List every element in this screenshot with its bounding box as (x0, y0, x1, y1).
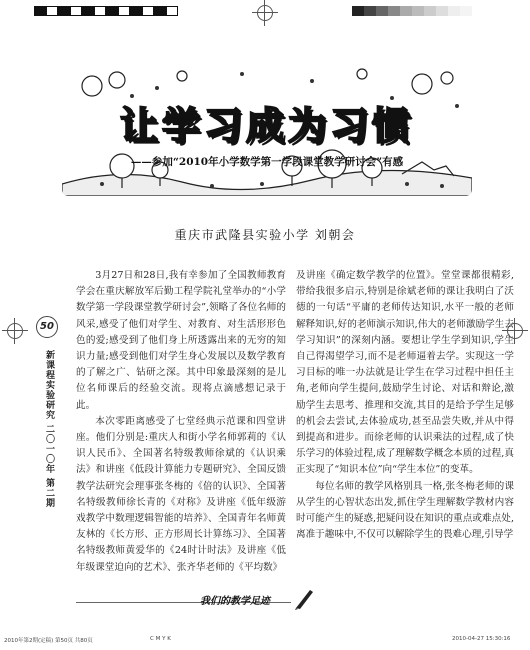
body-column-right (296, 268, 514, 543)
author-line: 重庆市武隆县实验小学 刘朝会 (174, 228, 356, 242)
paragraph: 本次零距离感受了七堂经典示范课和四堂讲座。他们分别是:重庆人和街小学名师郭莉的《认识人民币》、全国著名特级教师徐斌的《认识乘法》和讲座《低段计算能力专题研究》、全国反馈教学法研究会理事张冬梅的《倍的认识》、全国著名特级教师徐长青的《对称》及讲座《低年级游戏教学中数理逻辑智能的培养》、全国青年名师黄友林的《长方形、正方形周长计算练习》、全国著名特级教师黄爱华的《24时计时法》及讲座《低年级课堂迫向的艺术》、张齐华老师的《平均数》 (76, 415, 286, 573)
color-registration-bar-right (352, 6, 472, 16)
paragraph: 及讲座《确定数学教学的位置》。堂堂课都很精彩,带给我很多启示,特别是徐斌老师的课让我明白了沃德的一句话“平庸的老师传达知识,水平一般的老师解释知识,好的老师演示知识,伟大的老师激励学生去学习知识”的深刻内涵。要想让学生学到知识,学生自己得渴望学习,而不是老师逼着去学。实现这一学习目标的唯一办法就是让学生在学习过程中担任主角,老师向学生提问,鼓励学生讨论、对话和辩论,激励学生去思考、推理和交流,其目的是给予学生足够的机会去尝试,去体验成功,甚至品尝失败,并从中得到提高和进步。而徐老师的认识乘法的过程,成了快乐学习的体验过程,成了理解数学概念本质的过程,真正实现了“知识本位”向“学生本位”的变革。 (296, 270, 514, 476)
article-title-art: 让学习成为习惯 (119, 104, 414, 148)
color-registration-bar-left (34, 6, 178, 16)
pen-icon (292, 586, 316, 610)
print-info-left: 2010年第2期(定稿) 第50页 共80页 (4, 638, 93, 644)
body-column-left (76, 268, 286, 576)
paragraph: 每位名师的教学风格别具一格,张冬梅老师的课从学生的心智状态出发,抓住学生理解数学教材内容时可能产生的疑惑,把疑问设在知识的重点或难点处,离准于趣味中,不仅可以解除学生的畏难心理,引导学 (296, 480, 514, 541)
registration-crosshair-top (252, 0, 278, 26)
registration-crosshair-left (2, 318, 28, 344)
print-info-timestamp: 2010-04-27 15:30:16 (452, 636, 511, 642)
journal-vertical-label: 新课程实验研究 二〇一〇年 第二期 (44, 350, 54, 509)
print-info-cmyk: C M Y K (150, 636, 171, 642)
paragraph: 3月27日和28日,我有幸参加了全国教师教育学会在重庆解放军后勤工程学院礼堂举办的“小学数学第一学段课堂教学研讨会”,领略了各位名师的风采,感受了他们对学生、对教育、对生活形形色色的爱;感受到了他们身上所透露出来的无穷的知识力量;感受到他们对学生身心发展以及数学教育的了解之广、钻研之深。其中印象最深刻的是儿位名师课后的经验交流。现将点滴感想记录于此。 (76, 270, 286, 411)
footer-section-label: 我们的教学足迹 (200, 596, 270, 607)
page-number-badge: 50 (36, 316, 58, 338)
article-subtitle: ——参加“2010年小学数学第一学段课堂教学研讨会”有感 (130, 156, 404, 168)
